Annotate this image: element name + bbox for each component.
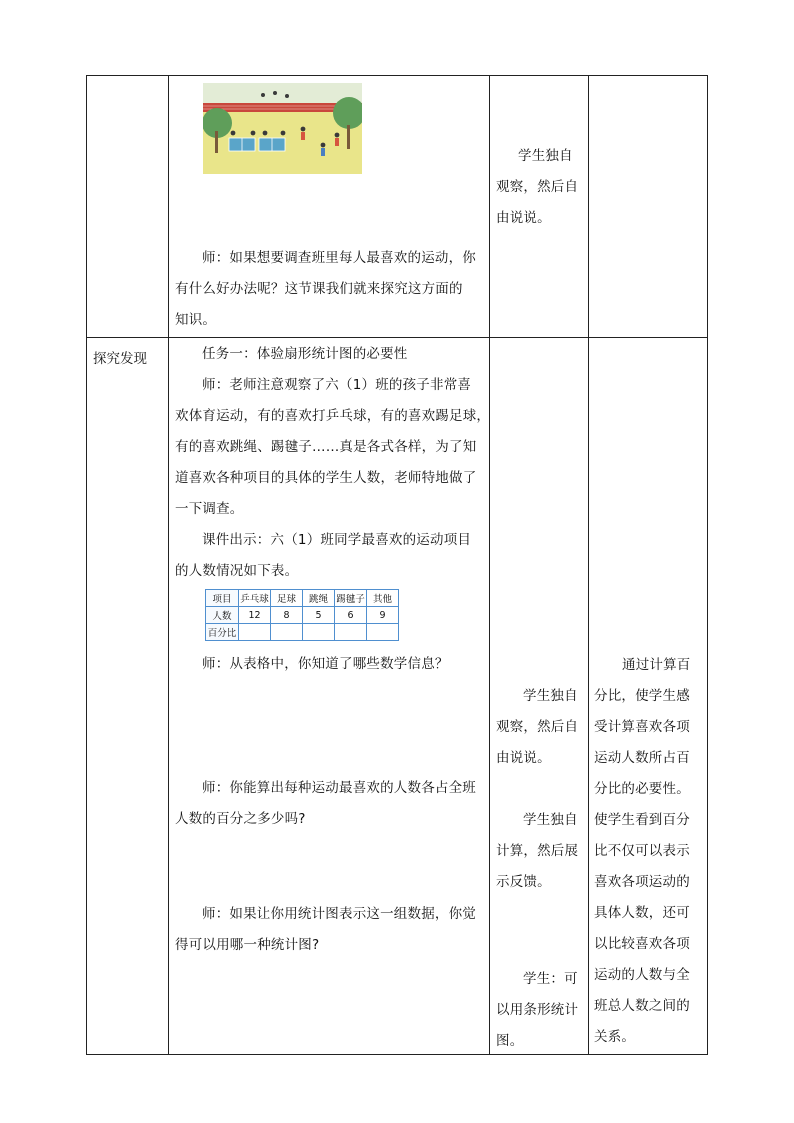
text-line: 学生：可 xyxy=(523,971,578,987)
text-line: 师：如果想要调查班里每人最喜欢的运动，你 xyxy=(202,250,476,266)
text-line: 道喜欢各种项目的具体的学生人数，老师特地做了 xyxy=(175,470,477,486)
table-cell: 12 xyxy=(239,607,271,624)
table-cell xyxy=(367,624,399,641)
table-cell: 其他 xyxy=(367,590,399,607)
table-cell: 踢毽子 xyxy=(335,590,367,607)
table-cell: 9 xyxy=(367,607,399,624)
text-line: 分比的必要性。 xyxy=(594,781,690,797)
col-line-3 xyxy=(588,75,589,1055)
sports-field-illustration xyxy=(203,83,362,174)
text-line: 知识。 xyxy=(175,312,217,328)
sports-data-table xyxy=(205,589,399,641)
text-line: 班总人数之间的 xyxy=(594,998,690,1014)
text-line: 受计算喜欢各项 xyxy=(594,719,690,735)
table-cell: 5 xyxy=(303,607,335,624)
text-line: 学生独自 xyxy=(523,688,578,704)
col-line-1 xyxy=(168,75,169,1055)
text-line: 使学生看到百分 xyxy=(594,812,690,828)
text-line: 具体人数，还可 xyxy=(594,905,690,921)
col-line-2 xyxy=(489,75,490,1055)
table-cell xyxy=(271,624,303,641)
text-line: 由说说。 xyxy=(496,210,551,226)
table-cell: 足球 xyxy=(271,590,303,607)
table-cell: 人数 xyxy=(206,607,239,624)
text-line: 观察，然后自 xyxy=(496,719,579,735)
table-row xyxy=(206,590,399,607)
question-line: 师：从表格中，你知道了哪些数学信息？ xyxy=(202,656,449,672)
text-line: 喜欢各项运动的 xyxy=(594,874,690,890)
col-line-right xyxy=(707,75,708,1055)
text-line: 有的喜欢跳绳、踢毽子……真是各式各样，为了知 xyxy=(175,439,477,455)
table-cell xyxy=(239,624,271,641)
text-line: 观察，然后自 xyxy=(496,179,579,195)
text-line: 运动人数所占百 xyxy=(594,750,690,766)
question-line: 师：如果让你用统计图表示这一组数据，你觉 xyxy=(202,906,476,922)
question-line: 师：你能算出每种运动最喜欢的人数各占全班 xyxy=(202,780,476,796)
col-line-left xyxy=(86,75,87,1055)
text-line: 通过计算百 xyxy=(622,657,691,673)
table-border-bottom xyxy=(86,1054,708,1055)
text-line: 欢体育运动，有的喜欢打乒乓球，有的喜欢踢足球， xyxy=(175,408,491,424)
text-line: 一下调查。 xyxy=(175,501,244,517)
table-cell: 百分比 xyxy=(206,624,239,641)
section-label: 探究发现 xyxy=(93,351,147,367)
text-line: 关系。 xyxy=(594,1029,636,1045)
text-line: 分比，使学生感 xyxy=(594,688,690,704)
text-line: 有什么好办法呢？这节课我们就来探究这方面的 xyxy=(175,281,463,297)
table-row xyxy=(206,624,399,641)
table-cell: 项目 xyxy=(206,590,239,607)
text-line: 学生独自 xyxy=(523,812,578,828)
text-line: 以比较喜欢各项 xyxy=(594,936,690,952)
table-cell xyxy=(335,624,367,641)
table-cell: 8 xyxy=(271,607,303,624)
row-divider xyxy=(86,337,708,338)
text-line: 计算，然后展 xyxy=(496,843,579,859)
question-line: 得可以用哪一种统计图? xyxy=(175,937,320,953)
text-line: 运动的人数与全 xyxy=(594,967,690,983)
table-border-top xyxy=(86,75,708,76)
lesson-plan-table xyxy=(86,75,708,1055)
text-line: 课件出示：六（1）班同学最喜欢的运动项目 xyxy=(202,532,472,548)
text-line: 比不仅可以表示 xyxy=(594,843,690,859)
table-cell xyxy=(303,624,335,641)
table-cell: 乒乓球 xyxy=(239,590,271,607)
text-line: 示反馈。 xyxy=(496,874,551,890)
table-cell: 6 xyxy=(335,607,367,624)
text-line: 的人数情况如下表。 xyxy=(175,563,299,579)
table-cell: 跳绳 xyxy=(303,590,335,607)
task-heading: 任务一：体验扇形统计图的必要性 xyxy=(202,346,408,362)
text-line: 学生独自 xyxy=(518,148,573,164)
text-line: 师：老师注意观察了六（1）班的孩子非常喜 xyxy=(202,377,472,393)
text-line: 由说说。 xyxy=(496,750,551,766)
text-line: 图。 xyxy=(496,1033,524,1049)
text-line: 以用条形统计 xyxy=(496,1002,579,1018)
table-row xyxy=(206,607,399,624)
question-line: 人数的百分之多少吗? xyxy=(175,811,306,827)
